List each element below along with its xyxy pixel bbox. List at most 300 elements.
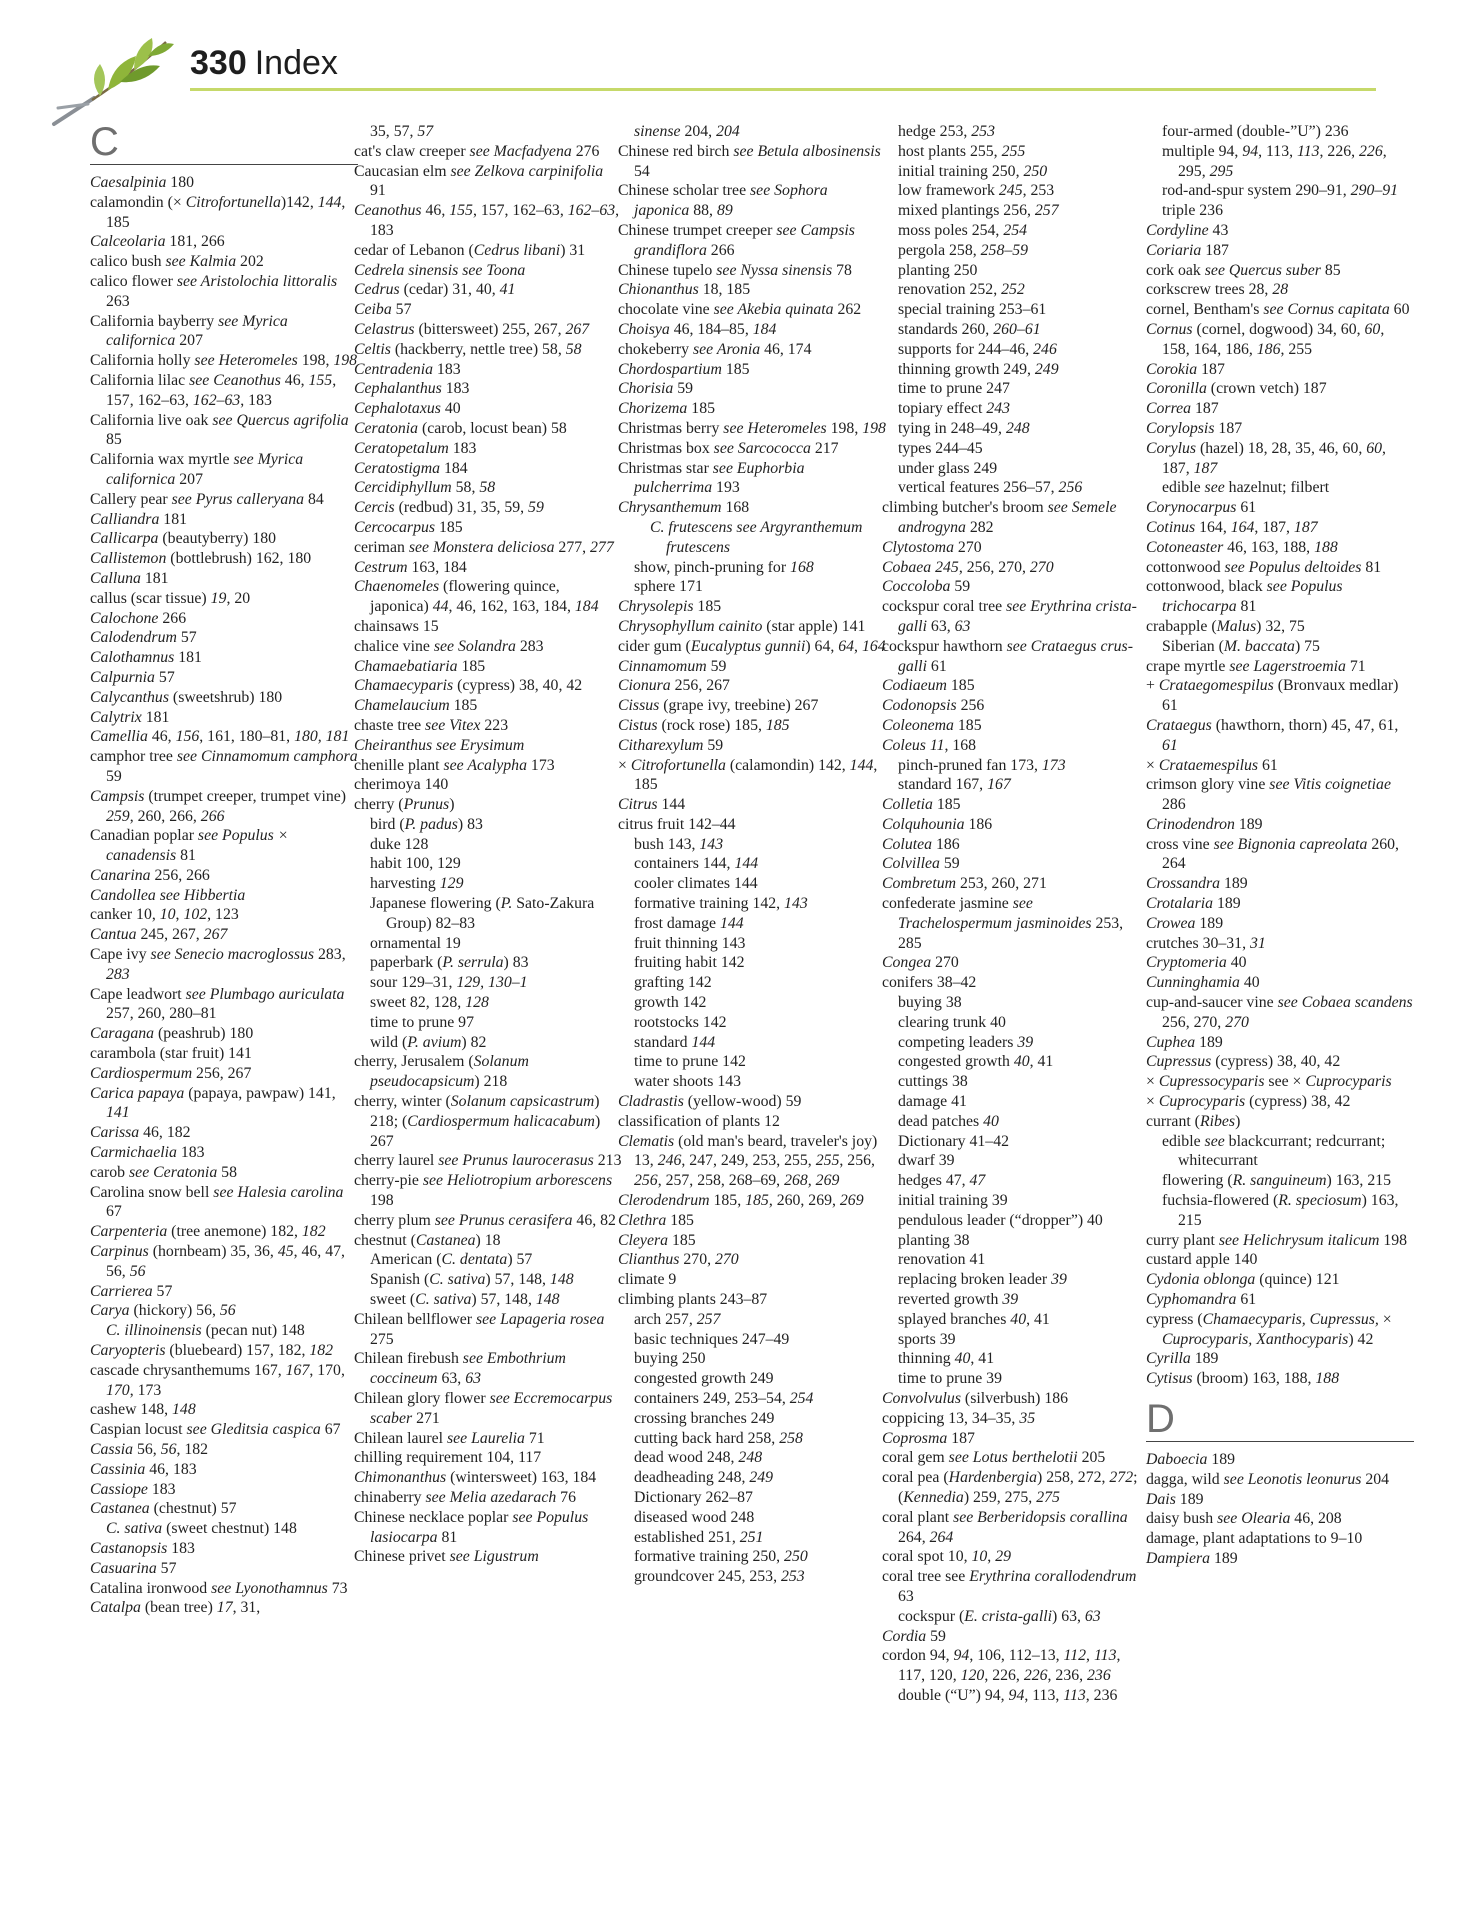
index-entry: cherimoya 140 [354,776,449,794]
index-entry: Citharexylum 59 [618,736,724,754]
index-entry: Christmas star see Euphorbia pulcherrima 193 [618,459,805,497]
index-subentry: four-armed (double-”U”) 236 [1162,123,1349,140]
index-subentry: cutting back hard 258, 258 [634,1429,803,1447]
index-entry: Carolina snow bell see Halesia carolina 67 [90,1183,344,1221]
index-entry: Castanopsis 183 [90,1539,195,1557]
index-entry: Callery pear see Pyrus calleryana 84 [90,490,324,508]
index-subentry: Siberian (M. baccata) 75 [1162,637,1320,655]
index-column-2 [354,122,622,1567]
index-entry: California lilac see Ceanothus 46, 155, 157, 162–63, 162–63, 183 [90,371,337,409]
index-entry: cornel, Bentham's see Cornus capitata 60 [1146,301,1410,319]
index-entry: Chilean glory flower see Eccremocarpus scaber 271 [354,1390,613,1427]
index-subentry: time to prune 247 [898,380,1010,398]
index-entry: callus (scar tissue) 19, 20 [90,589,251,607]
index-entry: Cuphea 189 [1146,1033,1223,1051]
index-subentry: Japanese flowering (P. Sato-Zakura Group) 82–83 [370,895,595,932]
index-entry: Chilean firebush see Embothrium coccineum 63, 63 [354,1350,566,1388]
leaf-sprig-icon [48,34,178,134]
index-entry: Colquhounia 186 [882,815,993,833]
index-entry: Daboecia 189 [1146,1451,1236,1468]
index-entry: chestnut (Castanea) 18 [354,1231,501,1249]
index-entry: Cionura 256, 267 [618,677,730,695]
index-entry: camphor tree see Cinnamomum camphora 59 [90,748,358,785]
index-subentry: C. sativa (sweet chestnut) 148 [106,1520,297,1538]
index-entry: Chinese privet see Ligustrum [354,1548,539,1566]
index-entry: Carica papaya (papaya, pawpaw) 141, 141 [90,1084,336,1122]
index-entry: chokeberry see Aronia 46, 174 [618,340,812,358]
index-entry: coral spot 10, 10, 29 [882,1548,1011,1566]
index-subentry: water shoots 143 [634,1073,742,1091]
index-entry: Catalpa (bean tree) 17, 31, [90,1599,261,1617]
index-entry: Choisya 46, 184–85, 184 [618,320,777,338]
index-subentry: pinch-pruned fan 173, 173 [898,756,1066,774]
index-entry: canker 10, 10, 102, 123 [90,906,239,924]
index-subentry: supports for 244–46, 246 [898,340,1057,358]
index-entry: California holly see Heteromeles 198, 198 [90,352,358,370]
index-entry: confederate jasmine see Trachelospermum jasminoides 253, 285 [882,895,1124,952]
index-entry: Cleyera 185 [618,1231,696,1249]
index-entry: Ceiba 57 [354,301,412,319]
index-subentry: sports 39 [898,1330,956,1348]
index-subentry: sweet (C. sativa) 57, 148, 148 [370,1291,560,1309]
index-subentry: under glass 249 [898,459,998,477]
index-entry: Cedrus (cedar) 31, 40, 41 [354,281,516,299]
index-subentry: duke 128 [370,835,429,853]
index-entry: Christmas box see Sarcococca 217 [618,439,839,457]
index-entry: cherry laurel see Prunus laurocerasus 213 [354,1152,622,1170]
index-entry: Cistus (rock rose) 185, 185 [618,716,790,734]
index-entry: Carpenteria (tree anemone) 182, 182 [90,1223,326,1241]
index-subentry: damage 41 [898,1093,967,1111]
index-entry: Casuarina 57 [90,1559,177,1577]
index-subentry: American (C. dentata) 57 [370,1251,533,1269]
index-entry: Chorizema 185 [618,400,715,418]
index-entry: Cestrum 163, 184 [354,558,467,576]
index-entry: Catalina ironwood see Lyonothamnus 73 [90,1579,348,1597]
index-entry: coral plant see Berberidopsis corallina 264, 264 [882,1508,1128,1546]
index-entry: Caspian locust see Gleditsia caspica 67 [90,1421,341,1439]
index-subentry: bush 143, 143 [634,835,724,853]
index-entry: Chrysolepis 185 [618,598,722,616]
index-subentry: host plants 255, 255 [898,142,1026,160]
index-entry: Citrus 144 [618,796,686,814]
index-subentry: topiary effect 243 [898,400,1011,418]
index-entry: Codiaeum 185 [882,677,975,695]
index-entry: Cyrilla 189 [1146,1350,1219,1368]
index-subentry: growth 142 [634,994,707,1012]
index-entry: Calochone 266 [90,609,187,627]
index-entry: cedar of Lebanon (Cedrus libani) 31 [354,241,586,259]
index-subentry: harvesting 129 [370,875,464,893]
index-subentry: fruiting habit 142 [634,954,745,972]
page-header [190,46,338,81]
index-entry: Cupressus (cypress) 38, 40, 42 [1146,1053,1341,1071]
index-entry: + Crataegomespilus (Bronvaux medlar) 61 [1146,677,1399,715]
index-subentry: special training 253–61 [898,301,1047,319]
index-entry: Correa 187 [1146,400,1219,418]
index-subentry: diseased wood 248 [634,1508,755,1526]
index-subentry: 35, 57, 57 [370,123,434,140]
index-entry: Clerodendrum 185, 185, 260, 269, 269 [618,1192,864,1210]
index-entry: corkscrew trees 28, 28 [1146,281,1289,299]
index-entry: cider gum (Eucalyptus gunnii) 64, 64, 164 [618,637,886,655]
index-subentry: thinning 40, 41 [898,1350,995,1368]
index-entry: climbing plants 243–87 [618,1291,768,1309]
index-subentry: reverted growth 39 [898,1291,1019,1309]
index-entry: Crowea 189 [1146,914,1224,932]
index-subentry: paperbark (P. serrula) 83 [370,954,529,972]
index-subentry: buying 38 [898,994,962,1012]
index-subentry: deadheading 248, 249 [634,1469,774,1487]
index-entry: Candollea see Hibbertia [90,886,246,904]
index-subentry: vertical features 256–57, 256 [898,479,1083,497]
index-entry: Cryptomeria 40 [1146,954,1247,972]
index-entry: conifers 38–42 [882,974,977,992]
index-entry: Chinese scholar tree see Sophora japonica 88, 89 [618,182,828,220]
index-entry: Cercocarpus 185 [354,518,463,536]
index-entry: Caesalpinia 180 [90,174,195,191]
index-entry: coral tree see Erythrina corallodendrum 63 [882,1568,1137,1605]
index-subentry: replacing broken leader 39 [898,1271,1067,1289]
index-entry: curry plant see Helichrysum italicum 198 [1146,1231,1408,1249]
index-subentry: thinning growth 249, 249 [898,360,1059,378]
index-entry: Corynocarpus 61 [1146,499,1257,517]
index-entry: damage, plant adaptations to 9–10 [1146,1530,1363,1548]
index-entry: Chamelaucium 185 [354,697,478,715]
index-entry: chilling requirement 104, 117 [354,1449,542,1467]
index-subentry: sphere 171 [634,578,703,596]
index-subentry: sweet 82, 128, 128 [370,994,489,1012]
index-subentry: Dictionary 41–42 [898,1132,1009,1150]
index-entry: Convolvulus (silverbush) 186 [882,1390,1069,1407]
index-entry: Campsis (trumpet creeper, trumpet vine) 259, 260, 266, 266 [90,787,347,825]
index-entry: chaste tree see Vitex 223 [354,716,509,734]
index-entry: cherry plum see Prunus cerasifera 46, 82 [354,1211,616,1229]
index-entry: × Cupressocyparis see × Cuprocyparis [1146,1073,1392,1091]
index-entry: cockspur hawthorn see Crataegus crus-galli 61 [882,637,1133,675]
index-entry: crutches 30–31, 31 [1146,934,1266,952]
index-subentry: dwarf 39 [898,1152,955,1170]
index-entry: Cassiope 183 [90,1480,176,1498]
index-entry: Carrierea 57 [90,1282,173,1300]
index-subentry: hedges 47, 47 [898,1172,986,1190]
index-subentry: initial training 250, 250 [898,162,1048,180]
index-subentry: Dictionary 262–87 [634,1488,753,1506]
index-entry: chainsaws 15 [354,617,439,635]
index-entry: Chinese red birch see Betula albosinensis 54 [618,142,881,180]
index-entry: cup-and-saucer vine see Cobaea scandens 256, 270, 270 [1146,994,1413,1031]
index-subentry: planting 250 [898,261,978,279]
index-subentry: formative training 250, 250 [634,1548,808,1566]
index-entry: Carya (hickory) 56, 56 [90,1302,236,1320]
index-subentry: hedge 253, 253 [898,123,995,140]
index-entry: dagga, wild see Leonotis leonurus 204 [1146,1470,1390,1488]
index-subentry: splayed branches 40, 41 [898,1310,1050,1328]
index-entry: coral gem see Lotus berthelotii 205 [882,1449,1106,1467]
index-entry: Cydonia oblonga (quince) 121 [1146,1271,1340,1289]
index-entry: Ceratopetalum 183 [354,439,477,457]
index-entry: Calycanthus (sweetshrub) 180 [90,688,283,706]
index-subentry: edible see blackcurrant; redcurrant; whitecurrant [1162,1132,1386,1170]
index-entry: Coleonema 185 [882,716,982,734]
index-subentry: tying in 248–49, 248 [898,419,1030,437]
index-entry: Chilean bellflower see Lapageria rosea 275 [354,1310,605,1348]
index-subentry: time to prune 39 [898,1370,1002,1388]
index-entry: Chinese tupelo see Nyssa sinensis 78 [618,261,852,279]
index-entry: Calliandra 181 [90,510,187,528]
index-subentry: time to prune 142 [634,1053,746,1071]
index-entry: Cedrela sinensis see Toona [354,261,526,279]
index-subentry: edible see hazelnut; filbert [1162,479,1330,497]
index-column-4 [882,122,1150,1706]
index-entry: Corylus (hazel) 18, 28, 35, 46, 60, 60, 187, 187 [1146,439,1386,477]
index-entry: cypress (Chamaecyparis, Cupressus, × Cuprocyparis, Xanthocyparis) 42 [1146,1310,1392,1348]
index-entry: Clematis (old man's beard, traveler's joy) 13, 246, 247, 249, 253, 255, 255, 256, 256, 257, 258, 268–69, 268, 269 [618,1132,878,1190]
index-entry: Chinese trumpet creeper see Campsis grandiflora 266 [618,221,855,259]
index-entry: Cobaea 245, 256, 270, 270 [882,558,1054,576]
index-entry: Chimonanthus (wintersweet) 163, 184 [354,1469,597,1487]
index-entry: crape myrtle see Lagerstroemia 71 [1146,657,1366,675]
index-subentry: wild (P. avium) 82 [370,1033,487,1051]
index-subentry: renovation 41 [898,1251,986,1269]
index-subentry: standard 144 [634,1033,716,1051]
index-subentry: cockspur (E. crista-galli) 63, 63 [898,1607,1101,1625]
index-entry: carambola (star fruit) 141 [90,1045,252,1063]
index-subentry: pergola 258, 258–59 [898,241,1029,259]
index-entry: Cape ivy see Senecio macroglossus 283, 283 [90,946,346,983]
index-subentry: standard 167, 167 [898,776,1011,794]
index-subentry: formative training 142, 143 [634,895,808,913]
index-subentry: fruit thinning 143 [634,934,746,952]
index-entry: Dais 189 [1146,1490,1204,1508]
index-subentry: competing leaders 39 [898,1033,1034,1051]
index-subentry: planting 38 [898,1231,970,1249]
index-entry: calico bush see Kalmia 202 [90,253,264,271]
index-entry: Cornus (cornel, dogwood) 34, 60, 60, 158, 164, 186, 186, 255 [1146,320,1385,358]
index-entry: cherry, Jerusalem (Solanum pseudocapsicum) 218 [354,1053,529,1091]
index-entry: calamondin (× Citrofortunella)142, 144, 185 [90,193,346,231]
index-entry: Carissa 46, 182 [90,1124,191,1142]
index-entry: crabapple (Malus) 32, 75 [1146,617,1305,635]
index-subentry: moss poles 254, 254 [898,221,1028,239]
index-column-5 [1146,122,1414,1569]
index-subentry: fuchsia-flowered (R. speciosum) 163, 215 [1162,1192,1399,1229]
index-subentry: low framework 245, 253 [898,182,1055,200]
index-entry: Combretum 253, 260, 271 [882,875,1047,893]
index-entry: Clethra 185 [618,1211,694,1229]
index-entry: coppicing 13, 34–35, 35 [882,1409,1036,1427]
index-subentry: Spanish (C. sativa) 57, 148, 148 [370,1271,574,1289]
index-entry: Congea 270 [882,954,959,972]
index-entry: cat's claw creeper see Macfadyena 276 [354,142,600,160]
index-entry: Celastrus (bittersweet) 255, 267, 267 [354,320,590,338]
index-entry: Chordospartium 185 [618,360,750,378]
index-entry: Chinese necklace poplar see Populus lasiocarpa 81 [354,1508,589,1546]
index-entry: Coleus 11, 168 [882,736,977,754]
index-entry: classification of plants 12 [618,1112,780,1130]
index-entry: Clianthus 270, 270 [618,1251,739,1269]
index-entry: Clytostoma 270 [882,538,982,556]
index-entry: Dampiera 189 [1146,1549,1238,1567]
index-entry: cordon 94, 94, 106, 112–13, 112, 113, 117, 120, 120, 226, 226, 236, 236 [882,1647,1121,1685]
index-entry: Cordia 59 [882,1627,946,1645]
index-entry: cherry (Prunus) [354,796,455,814]
index-subentry: cuttings 38 [898,1073,968,1091]
index-entry: Calodendrum 57 [90,629,197,647]
index-entry: Celtis (hackberry, nettle tree) 58, 58 [354,340,582,358]
index-entry: Colutea 186 [882,835,960,853]
index-entry: chenille plant see Acalypha 173 [354,756,555,774]
index-entry: Chorisia 59 [618,380,694,398]
index-entry: Chionanthus 18, 185 [618,281,751,299]
index-entry: Calceolaria 181, 266 [90,233,225,251]
index-entry: Cantua 245, 267, 267 [90,926,228,944]
index-entry: Corylopsis 187 [1146,419,1243,437]
index-entry: Christmas berry see Heteromeles 198, 198 [618,419,886,437]
index-subentry: groundcover 245, 253, 253 [634,1568,805,1586]
index-entry: × Citrofortunella (calamondin) 142, 144, 185 [618,756,878,794]
index-subentry: sour 129–31, 129, 130–1 [370,974,528,992]
index-entry: custard apple 140 [1146,1251,1258,1269]
index-subentry: initial training 39 [898,1192,1008,1210]
index-entry: climate 9 [618,1271,677,1289]
index-subentry: C. frutescens see Argyranthemum frutescens [650,518,863,556]
index-entry: Caucasian elm see Zelkova carpinifolia 91 [354,162,604,200]
index-entry: Cotinus 164, 164, 187, 187 [1146,518,1318,536]
index-entry: Centradenia 183 [354,360,461,378]
index-entry: Colvillea 59 [882,855,960,873]
index-entry: Caragana (peashrub) 180 [90,1025,254,1043]
index-entry: Crinodendron 189 [1146,815,1263,833]
index-entry: Cladrastis (yellow-wood) 59 [618,1093,802,1111]
index-entry: Cercis (redbud) 31, 35, 59, 59 [354,499,544,517]
index-entry: Callistemon (bottlebrush) 162, 180 [90,550,312,568]
index-entry: cherry, winter (Solanum capsicastrum) 218; (Cardiospermum halicacabum) 267 [354,1093,601,1150]
index-subentry: dead patches 40 [898,1112,999,1130]
index-entry: chalice vine see Solandra 283 [354,637,544,655]
index-entry: Calytrix 181 [90,708,170,726]
index-entry: cross vine see Bignonia capreolata 260, 264 [1146,835,1399,873]
index-subentry: containers 144, 144 [634,855,759,873]
index-entry: Canadian poplar see Populus × canadensis 81 [90,827,289,865]
index-subentry: show, pinch-pruning for 168 [634,558,814,576]
index-entry: Chrysanthemum 168 [618,499,750,517]
index-entry: Cheiranthus see Erysimum [354,736,525,754]
index-subentry: mixed plantings 256, 257 [898,202,1059,220]
index-entry: Cunninghamia 40 [1146,974,1260,992]
index-entry: Ceanothus 46, 155, 157, 162–63, 162–63, 183 [354,202,620,239]
index-entry: Codonopsis 256 [882,697,985,715]
index-subentry: types 244–45 [898,439,983,457]
index-subentry: buying 250 [634,1350,706,1368]
index-entry: currant (Ribes) [1146,1112,1241,1130]
index-entry: Cordyline 43 [1146,221,1229,239]
index-entry: Crotalaria 189 [1146,895,1241,913]
index-entry: Coccoloba 59 [882,578,971,596]
index-subentry: grafting 142 [634,974,712,992]
page-title: Index [254,44,338,82]
index-entry: Cardiospermum 256, 267 [90,1064,252,1082]
index-subentry: crossing branches 249 [634,1409,775,1427]
index-entry: Cape leadwort see Plumbago auriculata 257, 260, 280–81 [90,985,345,1023]
index-entry: Carpinus (hornbeam) 35, 36, 45, 46, 47, 56, 56 [90,1243,345,1280]
index-entry: California bayberry see Myrica californica 207 [90,312,288,350]
index-subentry: double (“U”) 94, 94, 113, 113, 236 [898,1686,1118,1704]
index-entry: Cassinia 46, 183 [90,1460,197,1478]
index-subentry: arch 257, 257 [634,1310,721,1328]
index-subentry: cooler climates 144 [634,875,758,893]
index-subentry: congested growth 40, 41 [898,1053,1054,1071]
index-column-1 [90,122,358,1618]
index-entry: Cissus (grape ivy, treebine) 267 [618,697,819,715]
index-entry: Cytisus (broom) 163, 188, 188 [1146,1370,1340,1388]
index-entry: Cotoneaster 46, 163, 188, 188 [1146,538,1338,556]
index-entry: calico flower see Aristolochia littoralis 263 [90,272,338,310]
index-subentry: multiple 94, 94, 113, 113, 226, 226, 295, 295 [1162,142,1387,180]
section-letter-c: C [90,122,358,165]
index-subentry: congested growth 249 [634,1370,774,1388]
index-entry: Coronilla (crown vetch) 187 [1146,380,1327,398]
index-entry: ceriman see Monstera deliciosa 277, 277 [354,538,614,556]
index-entry: Calluna 181 [90,569,169,587]
index-entry: Crossandra 189 [1146,875,1248,893]
index-entry: Carmichaelia 183 [90,1144,205,1162]
index-entry: cottonwood, black see Populus trichocarpa 81 [1146,578,1343,616]
index-subentry: rootstocks 142 [634,1013,727,1031]
index-entry: chinaberry see Melia azedarach 76 [354,1488,576,1506]
index-subentry: dead wood 248, 248 [634,1449,763,1467]
index-subentry: ornamental 19 [370,934,461,952]
index-entry: carob see Ceratonia 58 [90,1163,237,1181]
index-subentry: sinense 204, 204 [634,123,740,140]
index-entry: coral pea (Hardenbergia) 258, 272, 272; (Kennedia) 259, 275, 275 [882,1469,1138,1506]
index-subentry: clearing trunk 40 [898,1013,1006,1031]
index-entry: Canarina 256, 266 [90,866,210,884]
index-column-3 [618,122,886,1587]
index-entry: cashew 148, 148 [90,1401,196,1419]
index-entry: Caryopteris (bluebeard) 157, 182, 182 [90,1342,334,1360]
index-subentry: frost damage 144 [634,914,744,932]
index-entry: Chrysophyllum cainito (star apple) 141 [618,617,866,635]
index-entry: cherry-pie see Heliotropium arborescens 198 [354,1172,613,1210]
index-entry: cottonwood see Populus deltoides 81 [1146,558,1382,576]
index-entry: crimson glory vine see Vitis coignetiae 286 [1146,776,1391,814]
index-entry: Colletia 185 [882,796,961,814]
index-entry: cockspur coral tree see Erythrina crista-galli 63, 63 [882,598,1137,635]
index-subentry: habit 100, 129 [370,855,461,873]
index-subentry: containers 249, 253–54, 254 [634,1390,814,1407]
index-entry: Crataegus (hawthorn, thorn) 45, 47, 61, 61 [1146,716,1399,754]
section-letter-d: D [1146,1399,1414,1442]
index-subentry: C. illinoinensis (pecan nut) 148 [106,1322,305,1340]
index-subentry: triple 236 [1162,202,1223,220]
index-entry: × Crataemespilus 61 [1146,756,1278,774]
index-entry: Cephalotaxus 40 [354,400,461,418]
index-subentry: pendulous leader (“dropper”) 40 [898,1211,1103,1229]
index-subentry: bird (P. padus) 83 [370,815,483,833]
index-subentry: standards 260, 260–61 [898,320,1041,338]
index-entry: Cassia 56, 56, 182 [90,1441,209,1458]
index-entry: Chamaecyparis (cypress) 38, 40, 42 [354,677,583,695]
index-entry: Cercidiphyllum 58, 58 [354,479,496,497]
index-entry: cascade chrysanthemums 167, 167, 170, 170, 173 [90,1361,345,1399]
index-entry: citrus fruit 142–44 [618,815,736,833]
index-entry: Chilean laurel see Laurelia 71 [354,1429,545,1447]
index-entry: cork oak see Quercus suber 85 [1146,261,1341,279]
index-entry: California wax myrtle see Myrica californica 207 [90,451,304,488]
index-subentry: established 251, 251 [634,1528,764,1546]
index-entry: Calothamnus 181 [90,649,202,667]
